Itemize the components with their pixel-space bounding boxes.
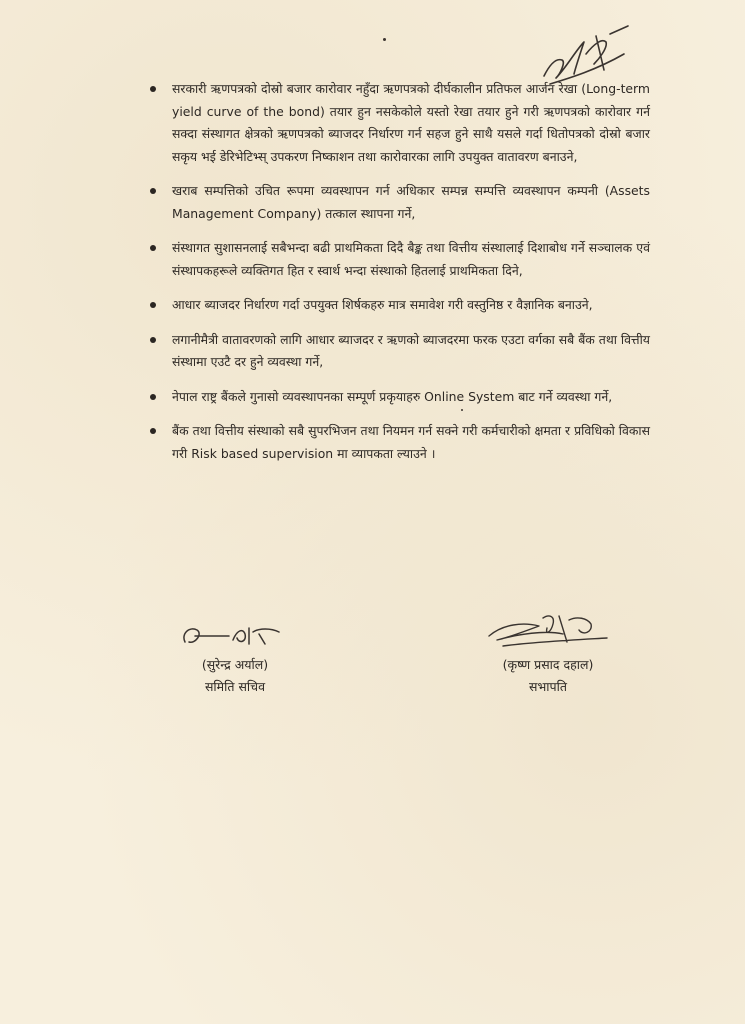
list-item-text: संस्थागत सुशासनलाई सबैभन्दा बढी प्राथमिकता दिदै बैङ्क तथा वित्तीय संस्थालाई दिशाबोध गर्ने सञ्चालक एवं संस्थापकहरूले व्यक्तिगत हित र स्वार्थ भन्दा संस्थाको हितलाई प्राथमिकता दिने,	[172, 240, 650, 278]
signature-block-chair	[478, 610, 618, 698]
secretary-name: (सुरेन्द्र अर्याल)	[201, 657, 269, 672]
list-item-text: सरकारी ऋणपत्रको दोस्रो बजार कारोवार नहुँदा ऋणपत्रको दीर्घकालीन प्रतिफल आर्जन रेखा (Long-term yield curve of the bond) तयार हुन नसकेकोले यस्तो रेखा तयार हुने गरी ऋणपत्रको कारोवार गर्न सक्दा संस्थागत क्षेत्रको ऋणपत्रको ब्याजदर निर्धारण गर्न सहज हुने साथै यसले गर्दा धितोपत्रको दोस्रो बजार सकृय भई डेरिभेटिभ्स् उपकरण निष्काशन तथा कारोवारका लागि उपयुक्त वातावरण बनाउने,	[172, 81, 650, 164]
list-item	[150, 180, 650, 225]
list-item	[150, 386, 650, 409]
bullet-icon	[150, 302, 156, 308]
list-item-text: लगानीमैत्री वातावरणको लागि आधार ब्याजदर र ऋणको ब्याजदरमा फरक एउटा वर्गका सबै बैंक तथा वित्तीय संस्थामा एउटै दर हुने व्यवस्था गर्ने,	[172, 331, 650, 369]
signature-block-secretary	[160, 620, 310, 698]
chair-role: सभापति	[529, 679, 567, 694]
list-item-text: आधार ब्याजदर निर्धारण गर्दा उपयुक्त शिर्षकहरु मात्र समावेश गरी वस्तुनिष्ठ र वैज्ञानिक बनाउने,	[172, 297, 593, 312]
bullet-icon	[150, 245, 156, 251]
list-item	[150, 294, 650, 317]
bullet-icon	[150, 188, 156, 194]
chair-name: (कृष्ण प्रसाद दहाल)	[502, 657, 594, 672]
bullet-icon	[150, 428, 156, 434]
list-item-text: नेपाल राष्ट्र बैंकले गुनासो व्यवस्थापनका सम्पूर्ण प्रकृयाहरु Online System बाट गर्ने व्यवस्था गर्ने,	[172, 388, 613, 404]
bullet-icon	[150, 337, 156, 343]
recommendation-list	[150, 78, 650, 477]
secretary-role: समिति सचिव	[204, 679, 266, 694]
chair-signature	[483, 610, 613, 650]
list-item	[150, 237, 650, 282]
list-item-text: खराब सम्पत्तिको उचित रूपमा व्यवस्थापन गर्न अधिकार सम्पन्न सम्पत्ति व्यवस्थापन कम्पनी (Assets Management Company) तत्काल स्थापना गर्ने,	[172, 183, 650, 221]
list-item	[150, 78, 650, 168]
list-item-text: बैंक तथा वित्तीय संस्थाको सबै सुपरभिजन तथा नियमन गर्न सक्ने गरी कर्मचारीको क्षमता र प्रविधिको विकास गरी Risk based supervision मा व्यापकता ल्याउने ।	[172, 423, 650, 461]
secretary-signature	[175, 620, 295, 650]
bullet-icon	[150, 394, 156, 400]
list-item	[150, 420, 650, 465]
bullet-icon	[150, 86, 156, 92]
list-item	[150, 329, 650, 374]
ink-speck	[383, 38, 386, 41]
